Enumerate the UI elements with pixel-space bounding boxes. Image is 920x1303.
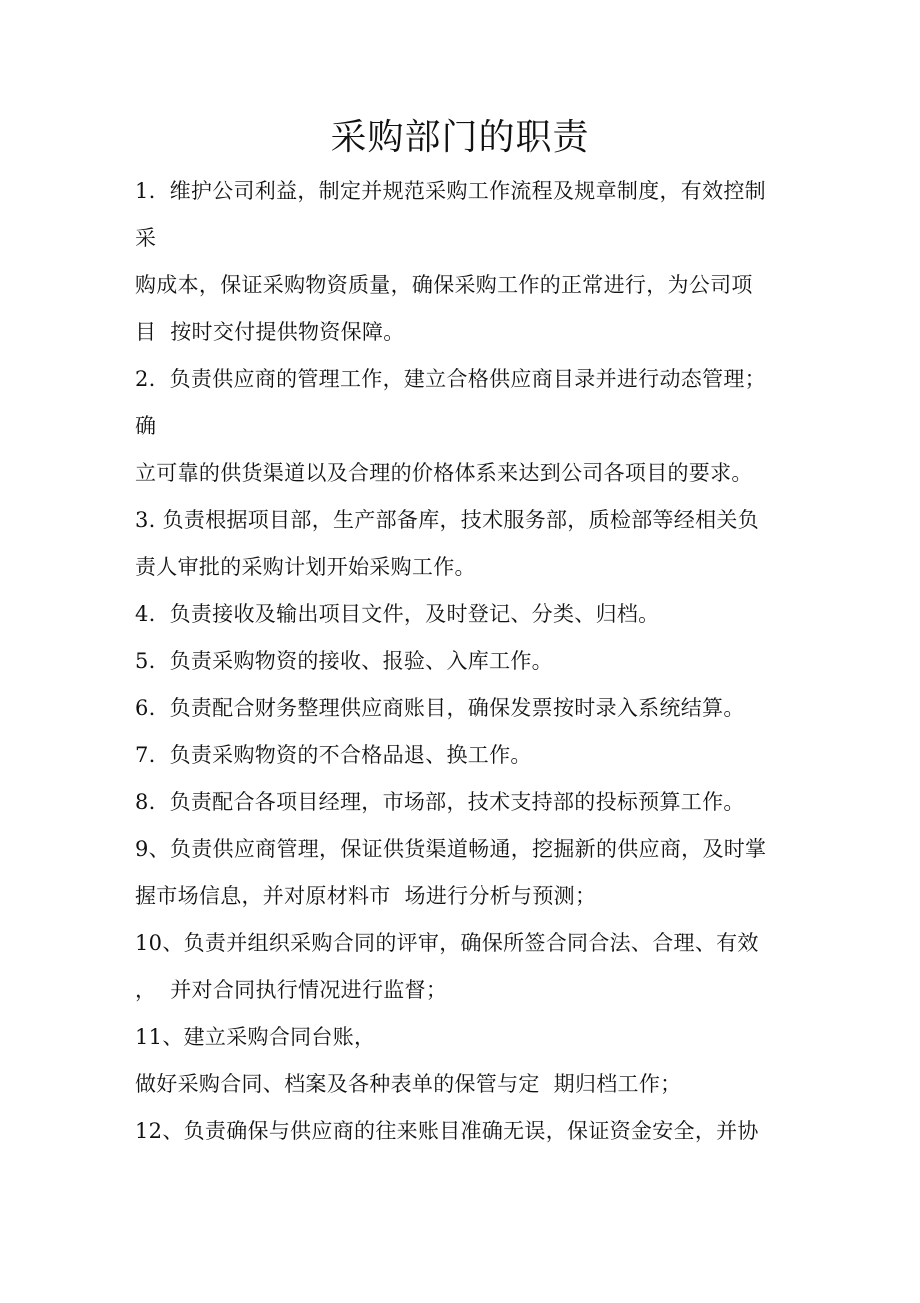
text-line: 采: [135, 226, 157, 250]
text-line: 9、负责供应商管理，保证供货渠道畅通，挖掘新的供应商，及时掌: [135, 837, 767, 861]
text-line: 8. 负责配合各项目经理，市场部，技术支持部的投标预算工作。: [135, 790, 745, 814]
text-line: 7. 负责采购物资的不合格品退、换工作。: [135, 743, 532, 767]
text-line: 确: [135, 414, 157, 438]
text-line: 10、负责并组织采购合同的评审，确保所签合同合法、合理、有效: [135, 931, 759, 955]
text-line: ， 并对合同执行情况进行监督；: [135, 978, 448, 1002]
text-line: 握市场信息，并对原材料市 场进行分析与预测；: [135, 884, 597, 908]
text-line: 1. 维护公司利益，制定并规范采购工作流程及规章制度，有效控制: [135, 179, 766, 203]
text-line: 4. 负责接收及输出项目文件，及时登记、分类、归档。: [135, 602, 660, 626]
text-line: 2. 负责供应商的管理工作，建立合格供应商目录并进行动态管理；: [135, 367, 766, 391]
text-line: 3. 负责根据项目部，生产部备库，技术服务部，质检部等经相关负: [135, 508, 760, 532]
text-line: 11、建立采购合同台账，: [135, 1025, 376, 1049]
text-line: 做好采购合同、档案及各种表单的保管与定 期归档工作；: [135, 1072, 682, 1096]
page-title: 采购部门的职责: [330, 117, 590, 158]
text-line: 购成本，保证采购物资质量，确保采购工作的正常进行，为公司项: [135, 273, 753, 297]
text-line: 12、负责确保与供应商的往来账目准确无误，保证资金安全，并协: [135, 1119, 759, 1143]
text-line: 立可靠的供货渠道以及合理的价格体系来达到公司各项目的要求。: [135, 461, 753, 485]
text-line: 目 按时交付提供物资保障。: [135, 320, 405, 344]
text-line: 5. 负责采购物资的接收、报验、入库工作。: [135, 649, 553, 673]
text-line: 6. 负责配合财务整理供应商账目，确保发票按时录入系统结算。: [135, 696, 745, 720]
text-line: 责人审批的采购计划开始采购工作。: [135, 555, 476, 579]
